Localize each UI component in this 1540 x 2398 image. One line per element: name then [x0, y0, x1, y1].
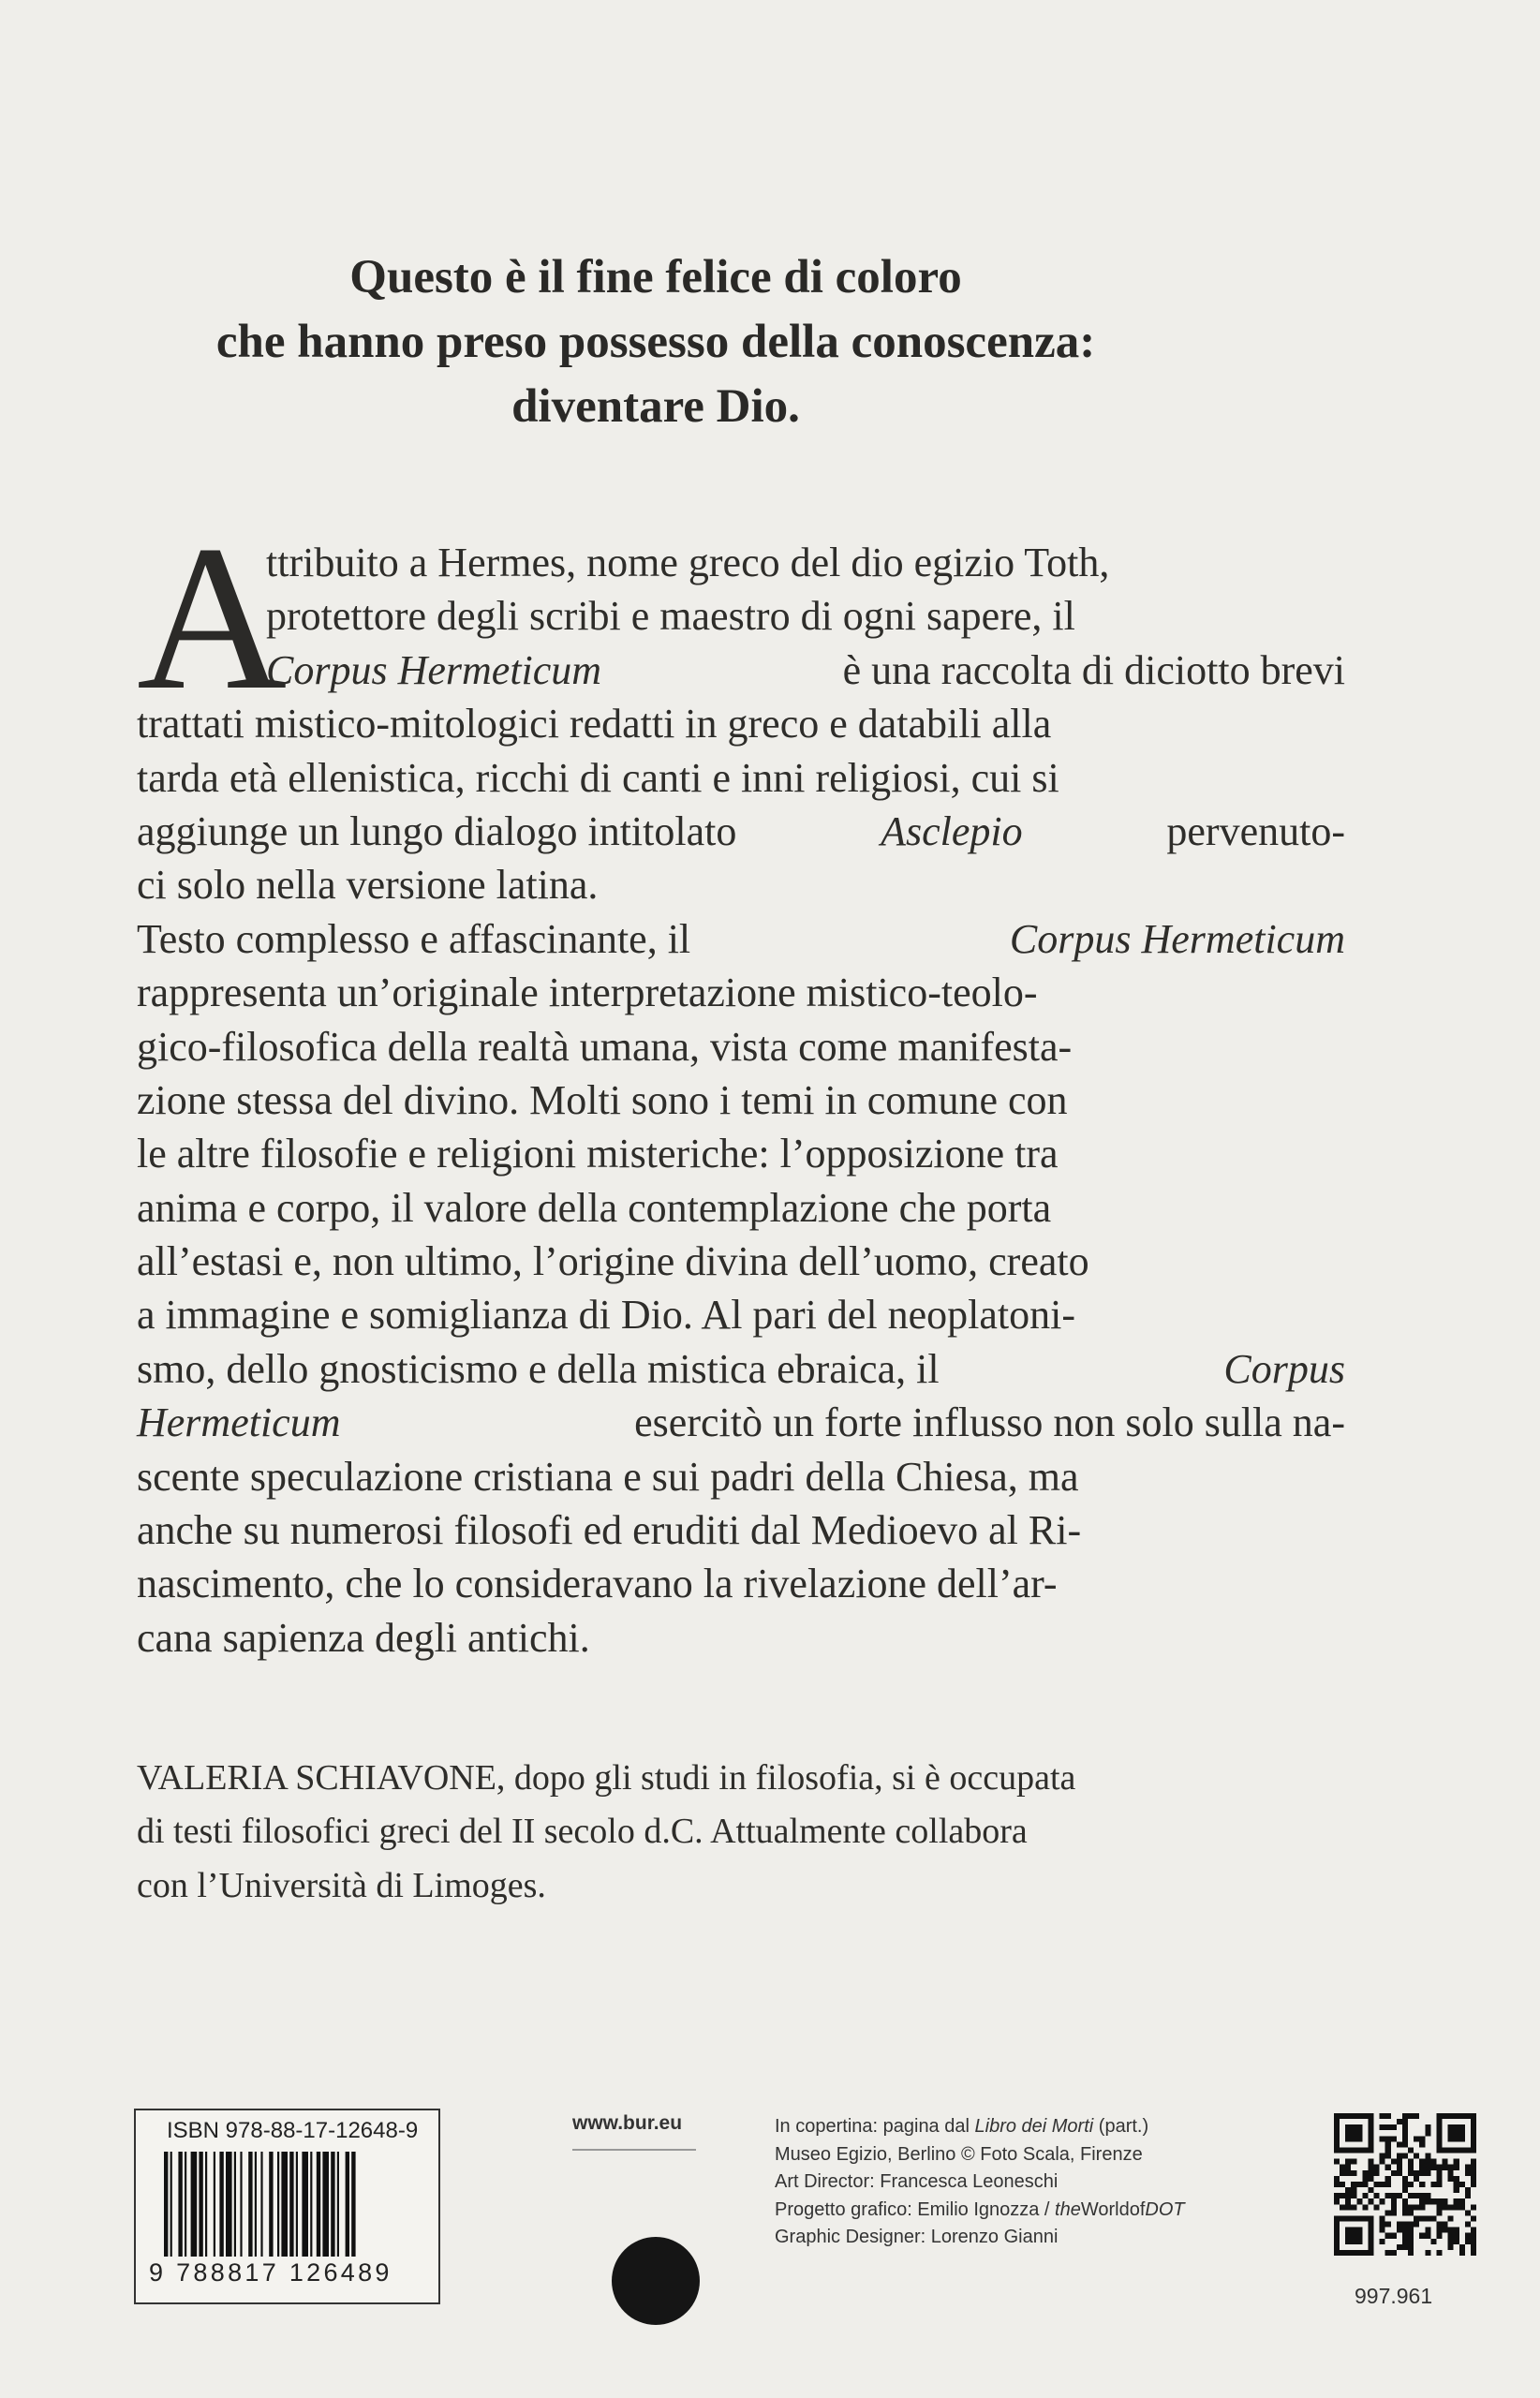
text-line: ttribuito a Hermes, nome greco del dio egizio Toth,: [266, 540, 1110, 585]
book-title-italic: Hermeticum: [137, 1399, 341, 1446]
epigraph-quote: [141, 245, 1171, 439]
book-title-italic: Corpus: [1223, 1345, 1345, 1392]
text-line: anche su numerosi filosofi ed eruditi dal Medioevo al Ri-: [137, 1507, 1082, 1554]
asclepio-italic: Asclepio: [881, 807, 1023, 854]
text-line: VALERIA SCHIAVONE, dopo gli studi in filosofia, si è occupata: [137, 1758, 1076, 1798]
quote-line-3: diventare Dio.: [511, 380, 800, 433]
text-line: le altre filosofie e religioni misteriche: l’opposizione tra: [137, 1131, 1059, 1177]
divider: [572, 2149, 696, 2151]
book-description: [137, 503, 1345, 1665]
cover-credits: [775, 2113, 1299, 2252]
text-line: aggiunge un lungo dialogo intitolato: [137, 807, 737, 854]
text-line: all’estasi e, non ultimo, l’origine divina dell’uomo, creato: [137, 1238, 1089, 1285]
text-line: zione stessa del divino. Molti sono i temi in comune con: [137, 1076, 1068, 1123]
text-line: scente speculazione cristiana e sui padri della Chiesa, ma: [137, 1453, 1079, 1500]
website-link[interactable]: www.bur.eu: [572, 2112, 683, 2134]
classification-number: 997.961: [1355, 2284, 1433, 2308]
drop-cap: A: [137, 503, 288, 733]
text-line: trattati mistico-mitologici redatti in greco e databili alla: [137, 701, 1052, 748]
description-paragraph-1: [137, 503, 1345, 912]
book-title-italic: Corpus Hermeticum: [266, 646, 602, 693]
text-line: smo, dello gnosticismo e della mistica ebraica, il: [137, 1345, 940, 1392]
text-line: con l’Università di Limoges.: [137, 1865, 546, 1905]
text-line: tarda età ellenistica, ricchi di canti e inni religiosi, cui si: [137, 754, 1059, 801]
credit-line: Art Director: Francesca Leoneschi: [775, 2171, 1059, 2192]
isbn-label: ISBN 978-88-17-12648-9: [167, 2118, 419, 2143]
credit-line: Progetto grafico: Emilio Ignozza / theWorldofDOT: [775, 2198, 1185, 2220]
text-line: a immagine e somiglianza di Dio. Al pari del neoplatoni-: [137, 1292, 1075, 1339]
credit-line: Museo Egizio, Berlino © Foto Scala, Firenze: [775, 2143, 1143, 2165]
text-line: ci solo nella versione latina.: [137, 862, 599, 909]
text-line: rappresenta un’originale interpretazione mistico-teolo-: [137, 970, 1038, 1016]
barcode-digits: 9 788817 126489: [149, 2258, 392, 2287]
qr-code-icon[interactable]: [1334, 2113, 1476, 2256]
book-title-italic: Corpus Hermeticum: [1009, 915, 1345, 962]
text-line: esercitò un forte influsso non solo sulla na-: [634, 1399, 1345, 1446]
text-line: anima e corpo, il valore della contemplazione che porta: [137, 1184, 1052, 1231]
text-line: è una raccolta di diciotto brevi: [842, 646, 1345, 693]
text-line: Testo complesso e affascinante, il: [137, 915, 691, 962]
barcode-bars: [164, 2152, 419, 2257]
credit-line: Graphic Designer: Lorenzo Gianni: [775, 2227, 1059, 2247]
text-line: di testi filosofici greci del II secolo d.C. Attualmente collabora: [137, 1812, 1028, 1852]
text-line: nascimento, che lo consideravano la rivelazione dell’ar-: [137, 1561, 1058, 1607]
text-line: gico-filosofica della realtà umana, vista come manifesta-: [137, 1023, 1073, 1070]
credit-line: In copertina: pagina dal Libro dei Morti (part.): [775, 2116, 1149, 2137]
text-line: protettore degli scribi e maestro di ogni sapere, il: [266, 593, 1075, 640]
author-bio: [137, 1754, 1345, 1915]
text-line: cana sapienza degli antichi.: [137, 1614, 590, 1661]
quote-line-1: Questo è il fine felice di coloro: [349, 251, 962, 303]
publisher-logo-dot: [612, 2237, 700, 2325]
barcode: [134, 2109, 440, 2304]
description-paragraph-2: [137, 912, 1345, 1665]
quote-line-2: che hanno preso possesso della conoscenza:: [215, 316, 1096, 368]
text-line: pervenuto-: [1166, 807, 1345, 854]
